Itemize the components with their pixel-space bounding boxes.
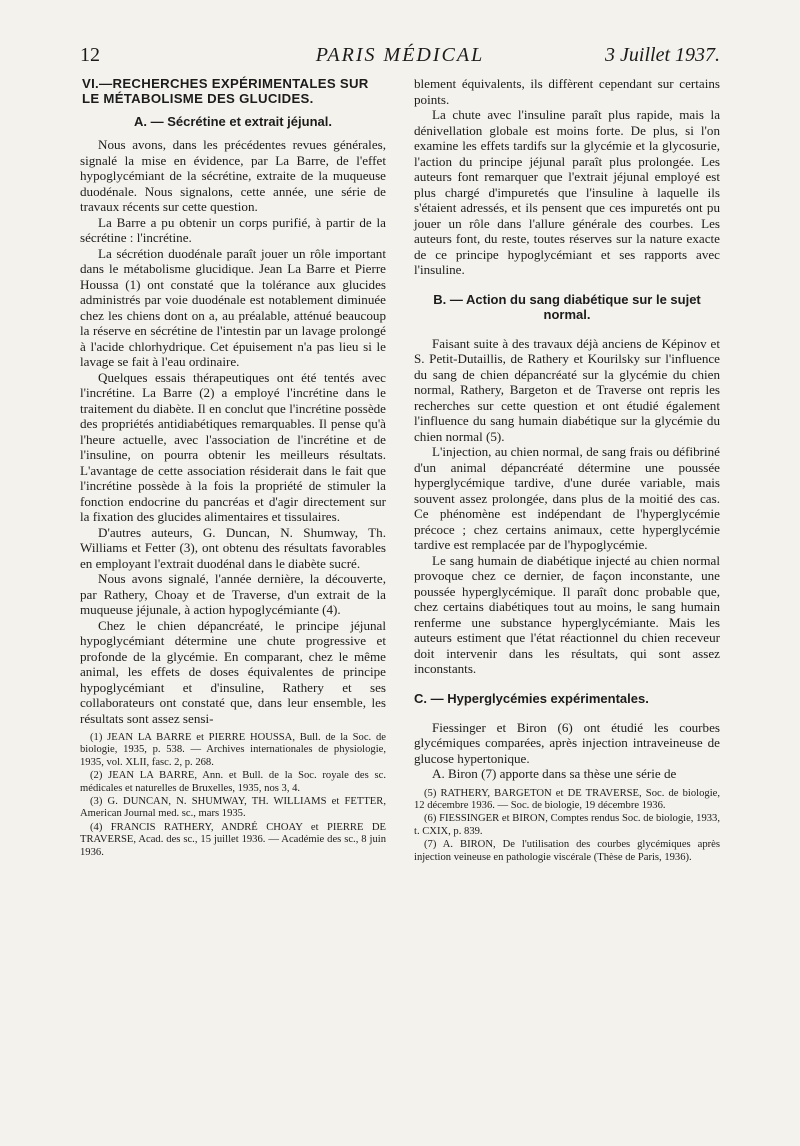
paragraph: Chez le chien dépancréaté, le principe jéjunal hypoglycémiant détermine une chute progressive et profonde de la glycémie. En comparant, chez le même animal, les effets de doses équivalentes de principe hypoglycémiant et d'insuline, Rathery et ses collaborateurs ont constaté que, dans leur ensemble, les résultats sont assez sensi-	[80, 617, 386, 726]
footnote: (4) FRANCIS RATHERY, ANDRÉ CHOAY et PIERRE DE TRAVERSE, Acad. des sc., 15 juillet 1936. — Académie des sc., 8 juin 1936.	[80, 821, 386, 858]
section-title: VI.—RECHERCHES EXPÉRIMENTALES SUR LE MÉTABOLISME DES GLUCIDES.	[82, 76, 369, 106]
footnote: (3) G. DUNCAN, N. SHUMWAY, TH. WILLIAMS et FETTER, American Journal med. sc., mars 1935.	[80, 796, 386, 820]
paragraph: La Barre a pu obtenir un corps purifié, à partir de la sécrétine : l'incrétine.	[80, 214, 386, 245]
paragraph: Fiessinger et Biron (6) ont étudié les courbes glycémiques comparées, après injection intraveineuse de glucose hypertonique.	[414, 719, 720, 766]
footnotes	[414, 788, 720, 864]
paragraph: Faisant suite à des travaux déjà anciens de Képinov et S. Petit-Dutaillis, de Rathery et Kourilsky sur l'influence du sang de chien dépancréaté sur la glycémie du chien normal, Rathery, Bargeton et de Traverse ont repris les recherches sur cette question et ont étudié également l'influence du sang humain diabétique sur la glycémie du chien normal (5).	[414, 335, 720, 444]
paragraph: La sécrétion duodénale paraît jouer un rôle important dans le métabolisme glucidique. Jean La Barre et Pierre Houssa (1) ont constaté que la tolérance aux glucides administrés par voie duodénale est notablement diminuée chez les chiens dont on a, au préalable, atténué beaucoup la réserve en sécrétine de l'intestin par un lavage prolongé à l'acide chlorhydrique. Cet épuisement n'a pas lieu si le lavage se fait à l'eau ordinaire.	[80, 245, 386, 369]
left-column	[80, 76, 386, 860]
right-column	[414, 76, 720, 865]
page-number: 12	[80, 44, 100, 66]
paragraph: Nous avons signalé, l'année dernière, la découverte, par Rathery, Choay et de Traverse, d'un extrait de la muqueuse jéjunale, à action hypoglycémiante (4).	[80, 571, 386, 617]
footnote: (5) RATHERY, BARGETON et DE TRAVERSE, Soc. de biologie, 12 décembre 1936. — Soc. de biologie, 19 décembre 1936.	[414, 787, 720, 811]
footnotes	[80, 732, 386, 859]
paragraph: A. Biron (7) apporte dans sa thèse une série de	[432, 766, 677, 781]
paragraph: L'injection, au chien normal, de sang frais ou défibriné d'un animal dépancréaté détermine une poussée hyperglycémique tardive, d'une durée variable, mais souvent assez prolongée, dans plus de la moitié des cas. Ce phénomène est indépendant de l'hyperglycémie précoce ; chez certains animaux, cette hyperglycémie tardive est remplacée par de l'hypoglycémie.	[414, 444, 720, 552]
paragraph: Nous avons, dans les précédentes revues générales, signalé la mise en évidence, par La Barre, de l'effet hypoglycémiant de la sécrétine, extraite de la muqueuse duodénale. Nous signalons, cette année, une série de travaux récents sur cette question.	[80, 137, 386, 214]
subsection-c-title: C. — Hyperglycémies expérimentales.	[414, 690, 649, 706]
footnote: (1) JEAN LA BARRE et PIERRE HOUSSA, Bull. de la Soc. de biologie, 1935, p. 538. — Archives internationales de physiologie, 1935, vol. XLII, fasc. 2, p. 268.	[80, 732, 386, 768]
paragraph: Le sang humain de diabétique injecté au chien normal provoque chez ce dernier, de façon inconstante, une poussée hyperglycémique. Il paraît donc probable que, chez certains diabétiques tout au moins, le sang humain renferme une substance hyperglycémiante. Mais les auteurs estiment que l'état réactionnel du chien receveur doit intervenir dans les résultats, qui sont assez inconstants.	[414, 552, 720, 676]
footnote: (2) JEAN LA BARRE, Ann. et Bull. de la Soc. royale des sc. médicales et naturelles de Bruxelles, 1935, nos 3, 4.	[80, 770, 386, 794]
footnote: (6) FIESSINGER et BIRON, Comptes rendus Soc. de biologie, 1933, t. CXIX, p. 839.	[414, 813, 720, 837]
issue-date: 3 Juillet 1937.	[605, 44, 720, 66]
journal-title: PARIS MÉDICAL	[315, 44, 485, 66]
paragraph: blement équivalents, ils diffèrent cependant sur certains points.	[414, 76, 720, 107]
paragraph: D'autres auteurs, G. Duncan, N. Shumway, Th. Williams et Fetter (3), ont obtenu des résultats favorables en employant l'extrait duodénal dans le diabète sucré.	[80, 524, 386, 571]
page-header	[80, 44, 720, 72]
paragraph: Quelques essais thérapeutiques ont été tentés avec l'incrétine. La Barre (2) a employé l'incrétine dans le traitement du diabète. Il en conclut que l'incrétine possède des propriétés antidiabétiques remarquables. Il pense qu'à l'heure actuelle, avec l'association de l'incrétine et de l'insuline, on pourra obtenir les meilleurs résultats. L'avantage de cette association résiderait dans le fait que l'incrétine possède à la fois la propriété de stimuler la fonction endocrine du pancréas et d'agir directement sur la fixation des glucides alimentaires et tissulaires.	[80, 369, 386, 524]
footnote: (7) A. BIRON, De l'utilisation des courbes glycémiques après injection veineuse en pathologie viscérale (Thèse de Paris, 1936).	[414, 839, 720, 863]
subsection-b-title: B. — Action du sang diabétique sur le sujet normal.	[433, 291, 701, 322]
paragraph: La chute avec l'insuline paraît plus rapide, mais la dénivellation globale est moins forte. De plus, si l'on examine les effets tardifs sur la glycémie et la glycosurie, l'action du principe jéjunal paraît plus prolongée. Les auteurs font remarquer que l'extrait jéjunal employé est plus chargé d'impuretés que l'insuline à laquelle ils s'étaient adressés, et ils pensent que ces impuretés ont pu jouer un rôle dans l'allure générale des courbes. Les auteurs font, du reste, toutes réserves sur la nature exacte de ce principe hypoglycémiant et ses rapports avec l'insuline.	[414, 107, 720, 277]
subsection-a-title: A. — Sécrétine et extrait jéjunal.	[134, 114, 332, 129]
